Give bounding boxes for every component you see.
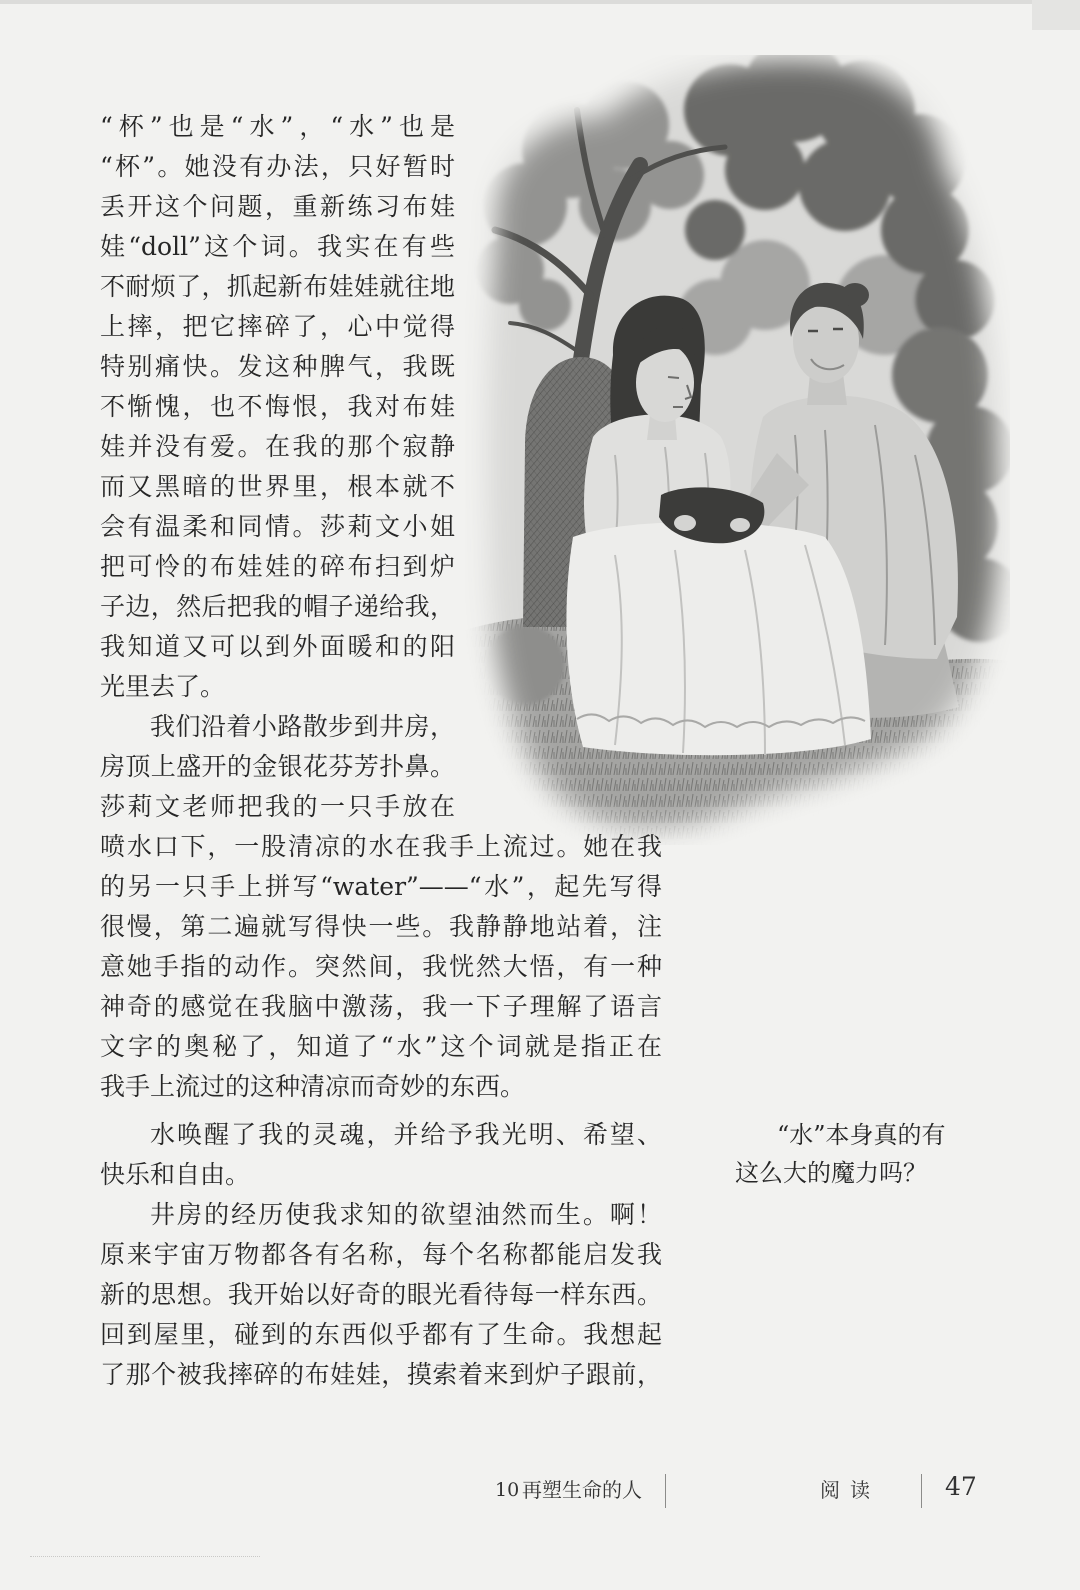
text-line: 娃“doll”这个词。我实在有些 (100, 232, 455, 261)
page-footer (0, 1470, 1080, 1514)
text-line: 子边，然后把我的帽子递给我， (100, 592, 455, 621)
text-line: 井房的经历使我求知的欲望油然而生。啊！ (150, 1200, 662, 1229)
text-line: 原来宇宙万物都各有名称，每个名称都能启发我 (100, 1240, 662, 1269)
text-line: 莎莉文老师把我的一只手放在 (100, 792, 455, 821)
margin-note-line: 这么大的魔力吗？ (735, 1159, 927, 1187)
footer-section-label: 阅读 (820, 1478, 880, 1502)
text-line: 不耐烦了，抓起新布娃娃就往地 (100, 272, 455, 301)
text-line: 喷水口下，一股清凉的水在我手上流过。她在我 (100, 832, 662, 861)
text-line: “杯”。她没有办法，只好暂时 (100, 152, 455, 181)
text-line: 房顶上盛开的金银花芬芳扑鼻。 (100, 752, 455, 781)
text-line: 光里去了。 (100, 672, 226, 701)
text-line: 神奇的感觉在我脑中激荡，我一下子理解了语言 (100, 992, 662, 1021)
text-line: 我们沿着小路散步到井房， (150, 712, 455, 741)
text-line: 水唤醒了我的灵魂，并给予我光明、希望、 (150, 1120, 662, 1149)
text-line: 我知道又可以到外面暖和的阳 (100, 632, 455, 661)
text-line: 丢开这个问题，重新练习布娃 (100, 192, 455, 221)
text-line: 文字的奥秘了，知道了“水”这个词就是指正在 (100, 1032, 662, 1061)
text-line: 会有温柔和同情。莎莉文小姐 (100, 512, 455, 541)
text-line: 不惭愧，也不悔恨，我对布娃 (100, 392, 455, 421)
margin-note-line: “水”本身真的有 (777, 1121, 946, 1149)
text-line: 快乐和自由。 (100, 1160, 251, 1189)
footer-divider (921, 1474, 922, 1508)
footer-divider (665, 1474, 666, 1508)
text-line: 很慢，第二遍就写得快一些。我静静地站着，注 (100, 912, 662, 941)
text-line: 我手上流过的这种清凉而奇妙的东西。 (100, 1072, 526, 1101)
text-line: 了那个被我摔碎的布娃娃，摸索着来到炉子跟前， (100, 1360, 662, 1389)
margin-note (735, 1116, 980, 1192)
text-line: 的另一只手上拼写“water”——“水”，起先写得 (100, 872, 662, 901)
scan-artifact-line (30, 1556, 260, 1557)
text-line: 上摔，把它摔碎了，心中觉得 (100, 312, 455, 341)
text-line: 特别痛快。发这种脾气，我既 (100, 352, 455, 381)
footer-lesson-title: 再塑生命的人 (522, 1478, 642, 1502)
scan-edge (0, 0, 1080, 4)
footer-lesson-number: 10 (495, 1479, 520, 1501)
page-number: 47 (945, 1472, 977, 1501)
text-line: 把可怜的布娃娃的碎布扫到炉 (100, 552, 455, 581)
scan-corner (1032, 0, 1080, 30)
text-line: 意她手指的动作。突然间，我恍然大悟，有一种 (100, 952, 662, 981)
text-line: 而又黑暗的世界里，根本就不 (100, 472, 455, 501)
text-line: 回到屋里，碰到的东西似乎都有了生命。我想起 (100, 1320, 662, 1349)
text-line: 娃并没有爱。在我的那个寂静 (100, 432, 455, 461)
text-line: 新的思想。我开始以好奇的眼光看待每一样东西。 (100, 1280, 662, 1309)
main-text (100, 107, 662, 1395)
text-line: “杯”也是“水”，“水”也是 (100, 112, 455, 141)
